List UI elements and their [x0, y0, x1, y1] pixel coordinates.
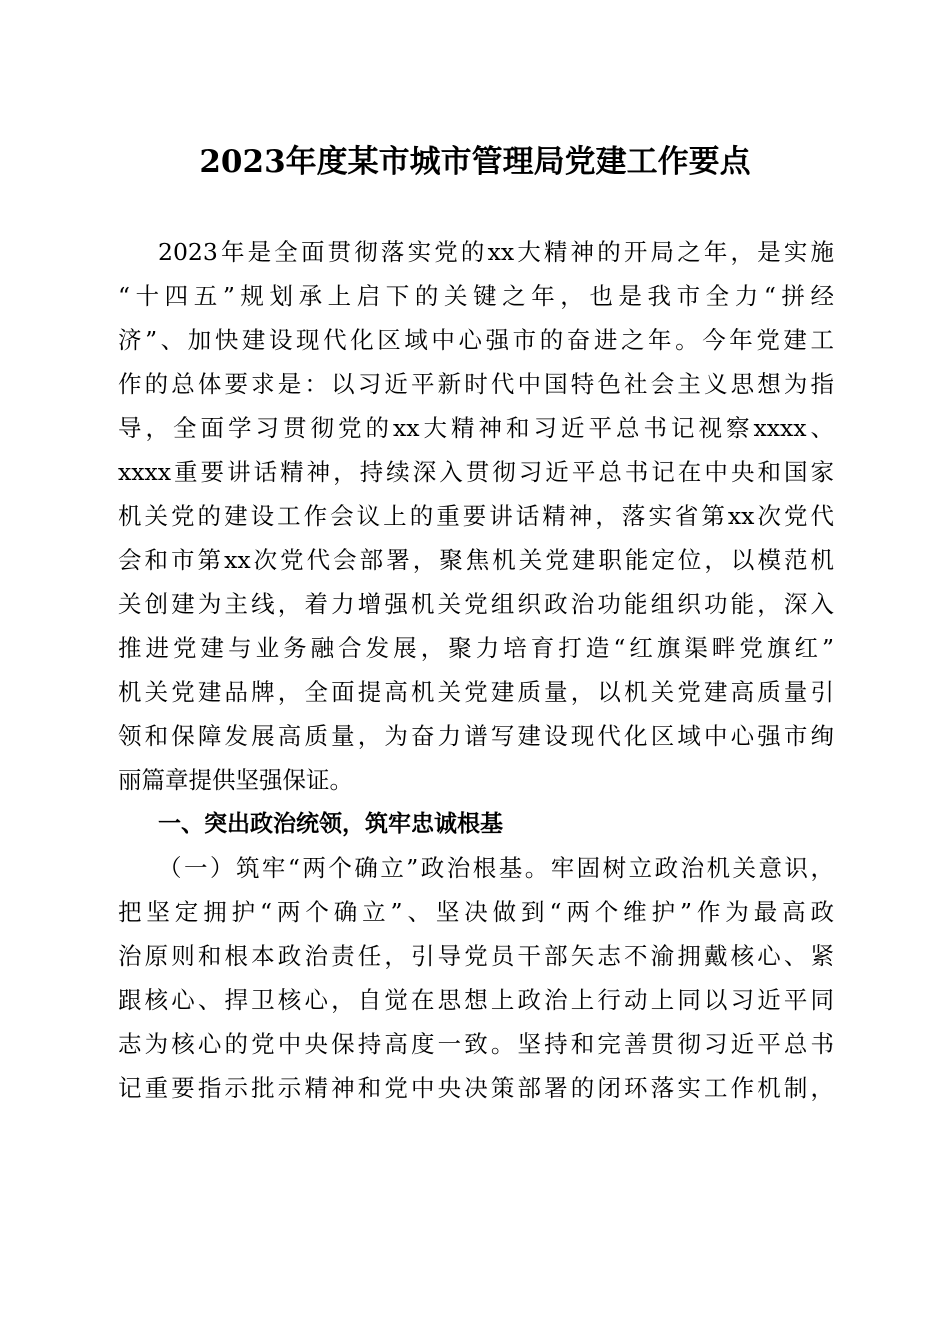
document-title: 2023年度某市城市管理局党建工作要点 — [199, 144, 751, 180]
section-line: 把坚定拥护“两个确立”、坚决做到“两个维护”作为最高政 — [118, 898, 834, 926]
section-line: 跟核心、捍卫核心，自觉在思想上政治上行动上同以习近平同 — [118, 986, 834, 1014]
intro-line: 会和市第xx次党代会部署，聚焦机关党建职能定位，以模范机 — [118, 546, 834, 574]
intro-line: “十四五”规划承上启下的关键之年，也是我市全力“拼经 — [118, 282, 834, 310]
section-heading: 一、突出政治统领，筑牢忠诚根基 — [158, 811, 503, 837]
section-line: 治原则和根本政治责任，引导党员干部矢志不渝拥戴核心、紧 — [118, 942, 834, 970]
intro-line: 丽篇章提供坚强保证。 — [118, 766, 353, 794]
intro-line: 导，全面学习贯彻党的xx大精神和习近平总书记视察xxxx、 — [118, 414, 834, 442]
intro-line: 济”、加快建设现代化区域中心强市的奋进之年。今年党建工 — [118, 326, 834, 354]
intro-line: 领和保障发展高质量，为奋力谱写建设现代化区域中心强市绚 — [118, 722, 834, 750]
intro-line: 机关党的建设工作会议上的重要讲话精神，落实省第xx次党代 — [118, 502, 834, 530]
intro-line: 2023年是全面贯彻落实党的xx大精神的开局之年，是实施 — [158, 238, 834, 266]
intro-line: 作的总体要求是：以习近平新时代中国特色社会主义思想为指 — [118, 370, 834, 398]
document-body — [118, 230, 834, 1110]
intro-line: 关创建为主线，着力增强机关党组织政治功能组织功能，深入 — [118, 590, 834, 618]
intro-line: 机关党建品牌，全面提高机关党建质量，以机关党建高质量引 — [118, 678, 834, 706]
intro-line: xxxx重要讲话精神，持续深入贯彻习近平总书记在中央和国家 — [118, 458, 834, 486]
section-line: 记重要指示批示精神和党中央决策部署的闭环落实工作机制， — [118, 1074, 834, 1102]
section-line: （一）筑牢“两个确立”政治根基。牢固树立政治机关意识， — [158, 854, 834, 882]
intro-line: 推进党建与业务融合发展，聚力培育打造“红旗渠畔党旗红” — [118, 634, 834, 662]
section-line: 志为核心的党中央保持高度一致。坚持和完善贯彻习近平总书 — [118, 1030, 834, 1058]
